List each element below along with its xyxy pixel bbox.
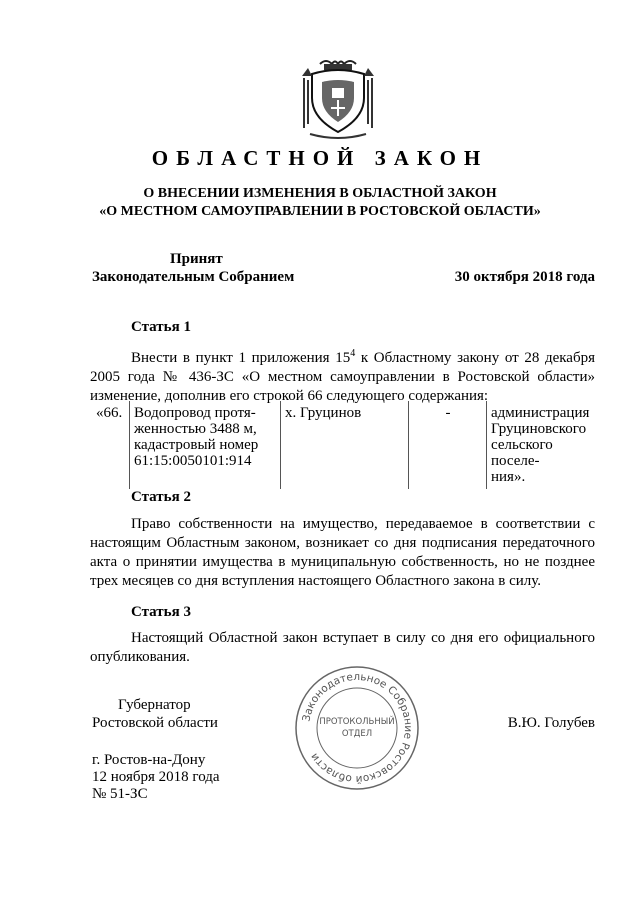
row-recipient-line: сельского поселе-: [491, 437, 553, 469]
coat-of-arms-emblem: [298, 58, 378, 140]
article-2-heading: Статья 2: [131, 489, 191, 505]
adoption-body: Законодательным Собранием: [92, 269, 295, 285]
article-1-text-rest: к Областному закону от 28 декабря 2005 года № 436-ЗС «О местном самоуправлении в Ростовской области» изменение, дополнив его строкой 66 следующего содержания:: [90, 350, 595, 404]
row-object-line: кадастровый номер: [134, 437, 259, 453]
article-1-superscript: 4: [350, 348, 356, 359]
table-row: [90, 401, 595, 489]
article-3-text: Настоящий Областной закон вступает в силу со дня его официального опубликования.: [90, 630, 595, 665]
article-3-heading: Статья 3: [131, 604, 191, 620]
amendment-table: [90, 401, 595, 489]
subtitle-line-2: «О МЕСТНОМ САМОУПРАВЛЕНИИ В РОСТОВСКОЙ ОБЛАСТИ»: [99, 204, 541, 219]
row-number: «66.: [96, 405, 123, 421]
row-recipient: [487, 401, 596, 489]
row-dash: -: [409, 401, 487, 489]
stamp-center-line-2: ОТДЕЛ: [341, 729, 373, 739]
signature-position-line-2: Ростовской области: [92, 715, 218, 731]
row-object-line: Водопровод протя-: [134, 405, 256, 421]
adoption-date: 30 октября 2018 года: [454, 269, 595, 285]
stamp-ring-text: Законодательное Собрание Ростовской области: [300, 670, 415, 786]
signature-name: В.Ю. Голубев: [507, 715, 595, 731]
official-stamp: [293, 664, 421, 792]
row-location: х. Груцинов: [281, 401, 409, 489]
article-1-text: [90, 344, 595, 406]
row-object-line: женностью 3488 м,: [134, 421, 257, 437]
signature-position-line-1: Губернатор: [118, 697, 191, 713]
stamp-center-line-1: ПРОТОКОЛЬНЫЙ: [319, 717, 395, 727]
row-recipient-line: Груциновского: [491, 421, 587, 437]
footer-date: 12 ноября 2018 года: [92, 769, 220, 785]
row-object-line: 61:15:0050101:914: [134, 453, 252, 469]
adoption-label: Принят: [170, 251, 223, 267]
row-recipient-line: ния».: [491, 469, 526, 485]
document-title: ОБЛАСТНОЙ ЗАКОН: [151, 146, 489, 170]
footer-number: № 51-ЗС: [92, 786, 148, 802]
article-2-text: Право собственности на имущество, передаваемое в соответствии с настоящим Областным законом, возникает со дня подписания передаточного акта о принятии имущества в муниципальную собственность, но не позднее трех месяцев со дня вступления настоящего Областного закона в силу.: [90, 516, 595, 589]
row-object: [130, 401, 281, 489]
subtitle-line-1: О ВНЕСЕНИИ ИЗМЕНЕНИЯ В ОБЛАСТНОЙ ЗАКОН: [143, 186, 497, 201]
article-1-text-start: Внести в пункт 1 приложения 15: [131, 350, 351, 366]
footer-place: г. Ростов-на-Дону: [92, 752, 206, 768]
row-recipient-line: администрация: [491, 405, 590, 421]
article-1-heading: Статья 1: [131, 319, 191, 335]
